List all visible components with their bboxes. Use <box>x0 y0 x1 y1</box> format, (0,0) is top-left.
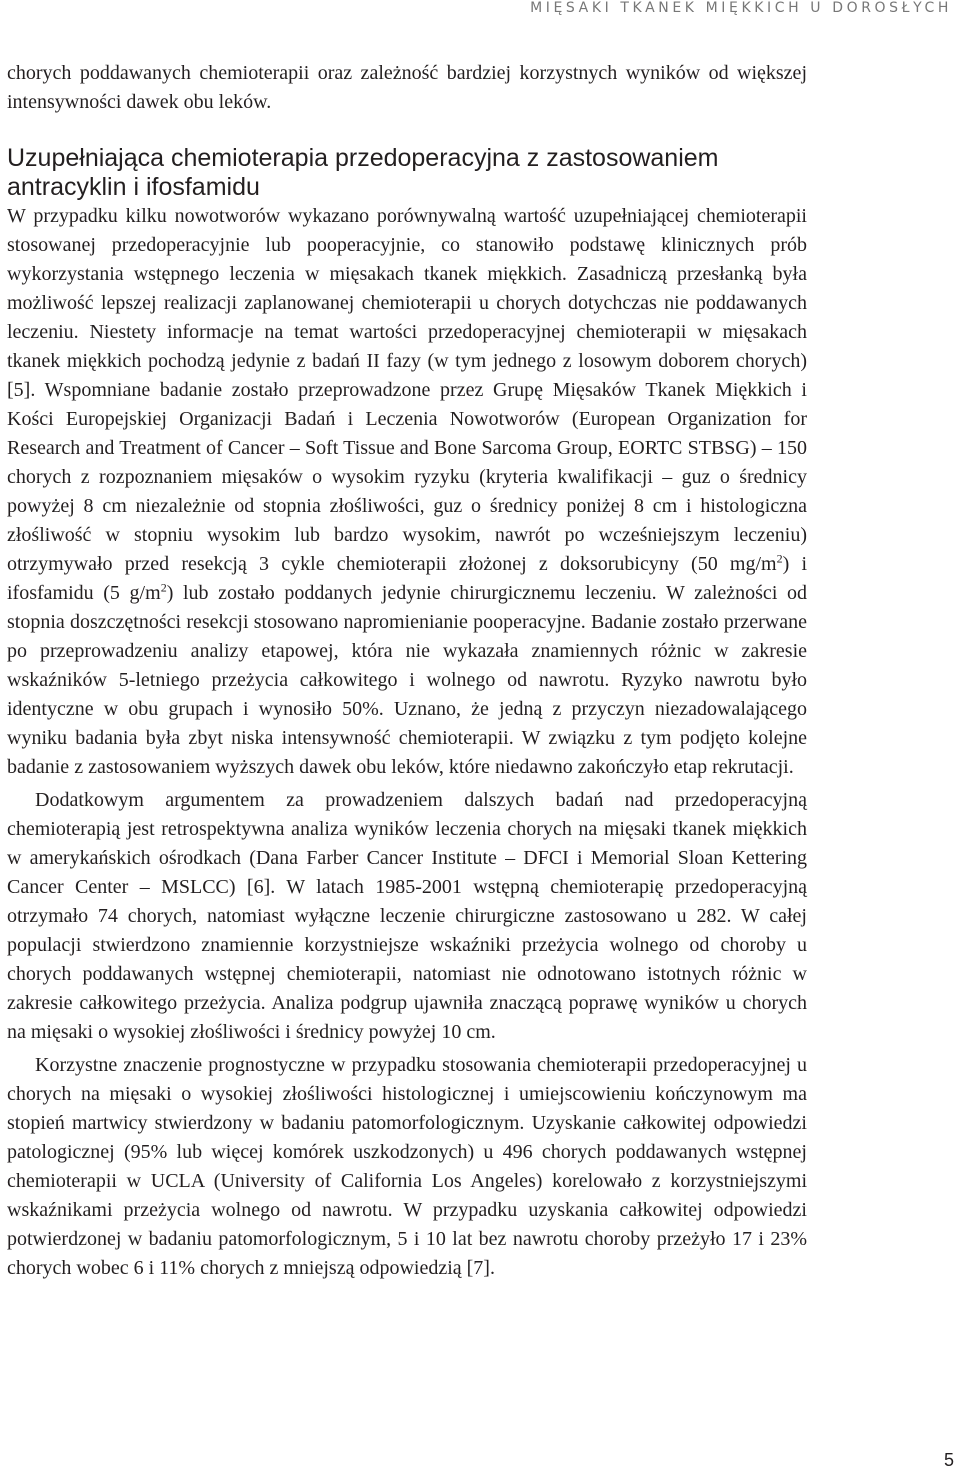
page-body <box>7 59 807 1283</box>
paragraph-1-text-c: ) lub zostało poddanych jedynie chirurgicznemu leczeniu. W zależności od stopnia doszczętności resekcji stosowano napromienianie pooperacyjne. Badanie zostało przerwane po przeprowadzeniu analizy etapowej, która nie wykazała znamiennych różnic w zakresie wskaźników 5-letniego przeżycia całkowitego i wolnego od nawrotu. Ryzyko nawrotu było identyczne w obu grupach i wynosiło 50%. Uznano, że jedną z przyczyn niezadowalającego wyniku badania była zbyt niska intensywność chemioterapii. W związku z tym podjęto kolejne badanie z zastosowaniem wyższych dawek obu leków, które niedawno zakończyło etap rekrutacji. <box>7 582 807 778</box>
paragraph-1-text-b: ) i ifosfamidu (5 g/m <box>7 553 807 604</box>
paragraph-1-text-a: W przypadku kilku nowotworów wykazano porównywalną wartość uzupełniającej chemioterapii stosowanej przedoperacyjnie lub pooperacyjnie, co stanowiło podstawę klinicznych prób wykorzystania wstępnego leczenia w mięsakach tkanek miękkich. Zasadniczą przesłanką była możliwość lepszej realizacji zaplanowanej chemioterapii u chorych dotychczas nie poddawanych leczeniu. Niestety informacje na temat wartości przedoperacyjnej chemioterapii w mięsakach tkanek miękkich pochodzą jedynie z badań II fazy (w tym jednego z losowym doborem chorych) [5]. Wspomniane badanie zostało przeprowadzone przez Grupę Mięsaków Tkanek Miękkich i Kości Europejskiej Organizacji Badań i Leczenia Nowotworów (European Organization for Research and Treatment of Cancer – Soft Tissue and Bone Sarcoma Group, EORTC STBSG) – 150 chorych z rozpoznaniem mięsaków o wysokim ryzyku (kryteria kwalifikacji – guz o średnicy powyżej 8 cm niezależnie od stopnia złośliwości, guz o średnicy poniżej 8 cm i histologiczna złośliwość w stopniu wysokim lub bardzo wysokim, nawrót po wcześniejszym leczeniu) otrzymywało przed resekcją 3 cykle chemioterapii złożonej z doksorubicyny (50 mg/m <box>7 205 807 575</box>
section-heading: Uzupełniająca chemioterapia przedoperacyjna z zastosowaniem antracyklin i ifosfamidu <box>7 144 719 201</box>
superscript-2: 2 <box>160 580 167 595</box>
page-number: 5 <box>943 1450 954 1470</box>
section-paragraph-1 <box>7 202 807 782</box>
superscript-1: 2 <box>776 551 783 566</box>
continuation-paragraph: chorych poddawanych chemioterapii oraz zależność bardziej korzystnych wyników od większej intensywności dawek obu leków. <box>7 62 807 113</box>
running-head: MIĘSAKI TKANEK MIĘKKICH U DOROSŁYCH <box>530 0 952 16</box>
section-paragraph-2: Dodatkowym argumentem za prowadzeniem dalszych badań nad przedoperacyjną chemioterapią jest retrospektywna analiza wyników leczenia chorych na mięsaki tkanek miękkich w amerykańskich ośrodkach (Dana Farber Cancer Institute – DFCI i Memorial Sloan Kettering Cancer Center – MSLCC) [6]. W latach 1985-2001 wstępną chemioterapię przedoperacyjną otrzymało 74 chorych, natomiast wyłączne leczenie chirurgiczne zastosowano u 282. W całej populacji stwierdzono znamiennie korzystniejsze wskaźniki przeżycia wolnego od choroby u chorych poddawanych wstępnej chemioterapii, natomiast nie odnotowano istotnych różnic w zakresie całkowitego przeżycia. Analiza podgrup ujawniła znaczącą poprawę wyników u chorych na mięsaki o wysokiej złośliwości i średnicy powyżej 10 cm. <box>7 789 807 1043</box>
section-paragraph-3: Korzystne znaczenie prognostyczne w przypadku stosowania chemioterapii przedoperacyjnej u chorych na mięsaki o wysokiej złośliwości histologicznej i umiejscowieniu kończynowym ma stopień martwicy stwierdzony w badaniu patomorfologicznym. Uzyskanie całkowitej odpowiedzi patologicznej (95% lub więcej komórek uszkodzonych) u 496 chorych poddawanych wstępnej chemioterapii w UCLA (University of California Los Angeles) korelowało z korzystniejszymi wskaźnikami przeżycia wolnego od nawrotu. W przypadku uzyskania całkowitej odpowiedzi potwierdzonej w badaniu patomorfologicznym, 5 i 10 lat bez nawrotu choroby przeżyło 17 i 23% chorych wobec 6 i 11% chorych z mniejszą odpowiedzią [7]. <box>7 1054 807 1279</box>
